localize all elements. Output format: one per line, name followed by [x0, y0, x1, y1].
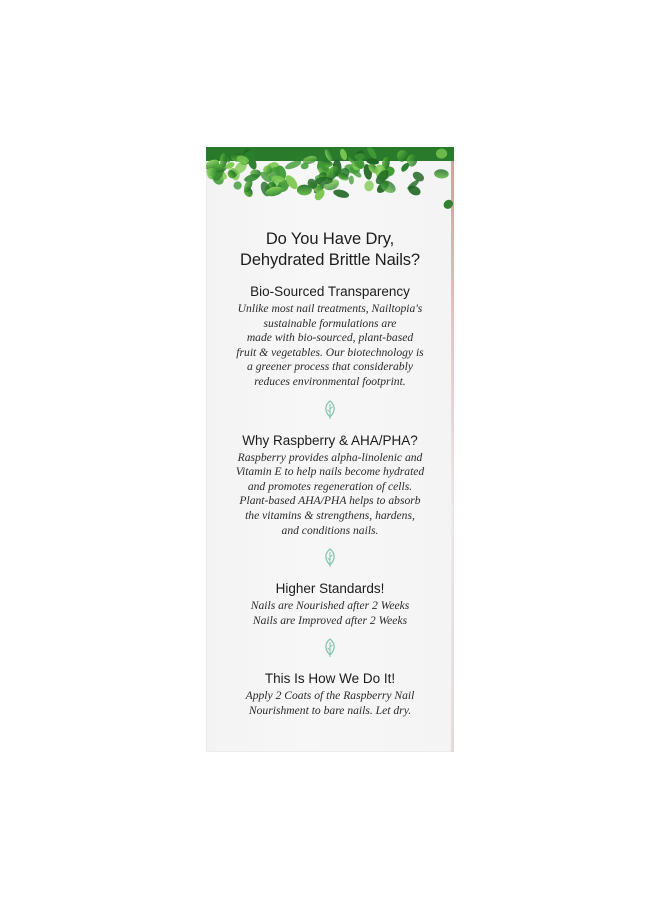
foliage-leaf [363, 179, 375, 192]
headline [206, 229, 454, 271]
foliage-leaf [232, 180, 244, 192]
body-line: Nails are Nourished after 2 Weeks [250, 599, 410, 613]
foliage-leaf [434, 169, 449, 179]
section-title: Bio-Sourced Transparency [250, 284, 410, 299]
body-line: made with bio-sourced, plant-based [246, 331, 414, 345]
body-line: Nourishment to bare nails. Let dry. [248, 703, 412, 717]
foliage-illustration [206, 147, 454, 211]
headline-line-2: Dehydrated Brittle Nails? [240, 251, 420, 269]
body-line: Nails are Improved after 2 Weeks [252, 613, 408, 627]
section-title: Higher Standards! [275, 581, 385, 597]
leaf-icon [323, 548, 337, 568]
foliage-leaf [349, 175, 354, 184]
section-how-we-do-it [206, 670, 454, 718]
foliage-leaf [442, 198, 454, 211]
section-title: Why Raspberry & AHA/PHA? [242, 432, 418, 448]
section-higher-standards [206, 580, 454, 628]
body-line: the vitamins & strengthens, hardens, [245, 508, 415, 522]
panel-content [206, 229, 454, 719]
body-line: and conditions nails. [281, 523, 379, 537]
section-title: This Is How We Do It! [264, 671, 396, 687]
section-body [206, 451, 454, 539]
body-line: a greener process that considerably [247, 360, 413, 374]
section-body [206, 302, 454, 390]
section-body [206, 599, 454, 628]
section-bio-sourced [206, 283, 454, 390]
body-line: Vitamin E to help nails become hydrated [235, 465, 425, 479]
body-line: and promotes regeneration of cells. [247, 479, 413, 493]
product-box-back-panel [206, 147, 454, 752]
section-body [206, 689, 454, 718]
headline-line-1: Do You Have Dry, [265, 230, 395, 248]
leaf-icon [323, 400, 337, 420]
leaf-icon [323, 638, 337, 658]
foliage-leaf [332, 188, 350, 199]
body-line: Plant-based AHA/PHA helps to absorb [239, 494, 421, 508]
body-line: Raspberry provides alpha-linolenic and [237, 450, 423, 464]
body-line: reduces environmental footprint. [254, 374, 406, 388]
body-line: sustainable formulations are [263, 316, 397, 330]
body-line: Apply 2 Coats of the Raspberry Nail [245, 689, 415, 703]
body-line: fruit & vegetables. Our biotechnology is [236, 345, 424, 359]
body-line: Unlike most nail treatments, Nailtopia's [237, 302, 423, 315]
section-why-raspberry [206, 432, 454, 539]
